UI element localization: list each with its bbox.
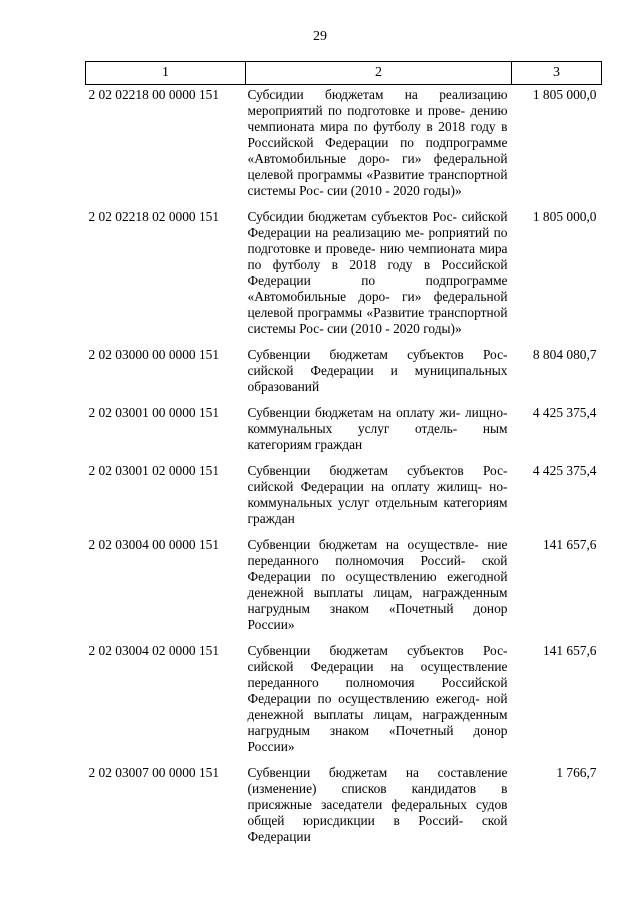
- budget-code: 2 02 03004 02 0000 151: [88, 643, 220, 658]
- budget-code: 2 02 03001 00 0000 151: [88, 405, 220, 420]
- budget-code: 2 02 03004 00 0000 151: [88, 537, 220, 552]
- description-line: Субвенции бюджетам на осуществле-: [247, 537, 479, 552]
- description-line: мероприятий по подготовке и прове-: [247, 103, 466, 118]
- description-line: категориям граждан: [247, 495, 508, 526]
- description-line: сийской Федерации на оплату жилищ-: [247, 479, 482, 494]
- description-line: сийской Федерации на реализацию ме-: [247, 209, 508, 240]
- revenue-description: [246, 85, 512, 210]
- description-line: сии (2010 - 2020 годы)»: [327, 183, 462, 198]
- description-line: «Почетный донор России»: [247, 601, 508, 632]
- description-line: дению чемпионата мира по футболу в: [247, 103, 508, 134]
- description-line: подпрограмме «Автомобильные доро-: [247, 273, 508, 304]
- description-line: Субвенции бюджетам субъектов Рос-: [247, 643, 508, 658]
- amount-value: 141 657,6: [542, 643, 597, 658]
- amount-value: 8 804 080,7: [532, 347, 597, 362]
- description-line: но-коммунальных услуг отдельным: [247, 479, 508, 510]
- budget-code: 2 02 02218 00 0000 151: [88, 87, 220, 102]
- description-line: сии (2010 - 2020 годы)»: [327, 321, 462, 336]
- description-line: сийской Федерации и муниципальных: [247, 363, 508, 378]
- description-line: переданного полномочия Российской: [247, 675, 508, 690]
- description-line: ской Федерации по осуществлению: [247, 553, 508, 584]
- amount-value: 4 425 375,4: [532, 405, 597, 420]
- amount-value: 1 766,7: [556, 765, 597, 780]
- amount-value: 1 805 000,0: [532, 87, 597, 102]
- revenue-description: [246, 643, 512, 765]
- description-line: Субвенции бюджетам на оплату жи-: [247, 405, 461, 420]
- revenue-description: [246, 209, 512, 347]
- description-line: Субвенции бюджетам на составление: [247, 765, 508, 780]
- table-row: [86, 765, 602, 855]
- revenue-description: [246, 463, 512, 537]
- budget-code: 2 02 03001 02 0000 151: [88, 463, 220, 478]
- table-header-row: [86, 62, 602, 85]
- table-row: [86, 347, 602, 405]
- table-row: [86, 405, 602, 463]
- table-row: [86, 537, 602, 643]
- revenue-description: [246, 537, 512, 643]
- description-line: «Развитие транспортной системы Рос-: [247, 167, 508, 198]
- description-line: ние переданного полномочия Россий-: [247, 537, 508, 568]
- description-line: подпрограмме «Автомобильные доро-: [247, 135, 508, 166]
- description-line: нию чемпионата мира по футболу в: [247, 241, 508, 272]
- description-line: награжденным нагрудным знаком: [247, 585, 508, 616]
- description-line: ной денежной выплаты лицам,: [247, 691, 508, 722]
- description-line: судов общей юрисдикции в Россий-: [247, 797, 508, 828]
- description-line: 2018 году в Российской Федерации по: [247, 119, 508, 150]
- budget-table: [85, 61, 602, 855]
- description-line: присяжные заседатели федеральных: [247, 797, 467, 812]
- page-number: 29: [313, 29, 327, 44]
- table-row: [86, 463, 602, 537]
- description-line: «Развитие транспортной системы Рос-: [247, 305, 508, 336]
- revenue-description: [246, 405, 512, 463]
- description-line: ги» федеральной целевой программы: [247, 289, 508, 320]
- table-row: [86, 85, 602, 210]
- description-line: Субсидии бюджетам субъектов Рос-: [247, 209, 458, 224]
- budget-code: 2 02 03007 00 0000 151: [88, 765, 220, 780]
- description-line: роприятий по подготовке и проведе-: [247, 225, 508, 256]
- description-line: Субвенции бюджетам субъектов Рос-: [247, 463, 508, 478]
- description-line: 2018 году в Российской Федерации по: [247, 257, 508, 288]
- description-line: (изменение) списков кандидатов в: [247, 781, 508, 796]
- table-row: [86, 209, 602, 347]
- description-line: ги» федеральной целевой программы: [247, 151, 508, 182]
- table-row: [86, 643, 602, 765]
- description-line: ным категориям граждан: [247, 421, 508, 452]
- column-header-amount: 3: [512, 62, 602, 85]
- revenue-description: [246, 765, 512, 855]
- description-line: ской Федерации: [247, 813, 508, 844]
- description-line: сийской Федерации на осуществление: [247, 659, 508, 674]
- description-line: «Почетный донор России»: [247, 723, 508, 754]
- budget-code: 2 02 03000 00 0000 151: [88, 347, 220, 362]
- amount-value: 1 805 000,0: [532, 209, 597, 224]
- description-line: образований: [247, 379, 320, 394]
- column-header-name: 2: [246, 62, 512, 85]
- description-line: награжденным нагрудным знаком: [247, 707, 508, 738]
- revenue-description: [246, 347, 512, 405]
- description-line: ежегодной денежной выплаты лицам,: [247, 569, 508, 600]
- description-line: Субсидии бюджетам на реализацию: [247, 87, 508, 102]
- budget-code: 2 02 02218 02 0000 151: [88, 209, 220, 224]
- description-line: Федерации по осуществлению ежегод-: [247, 691, 480, 706]
- description-line: Субвенции бюджетам субъектов Рос-: [247, 347, 508, 362]
- amount-value: 4 425 375,4: [532, 463, 597, 478]
- amount-value: 141 657,6: [542, 537, 597, 552]
- column-header-code: 1: [86, 62, 246, 85]
- description-line: лищно-коммунальных услуг отдель-: [247, 405, 508, 436]
